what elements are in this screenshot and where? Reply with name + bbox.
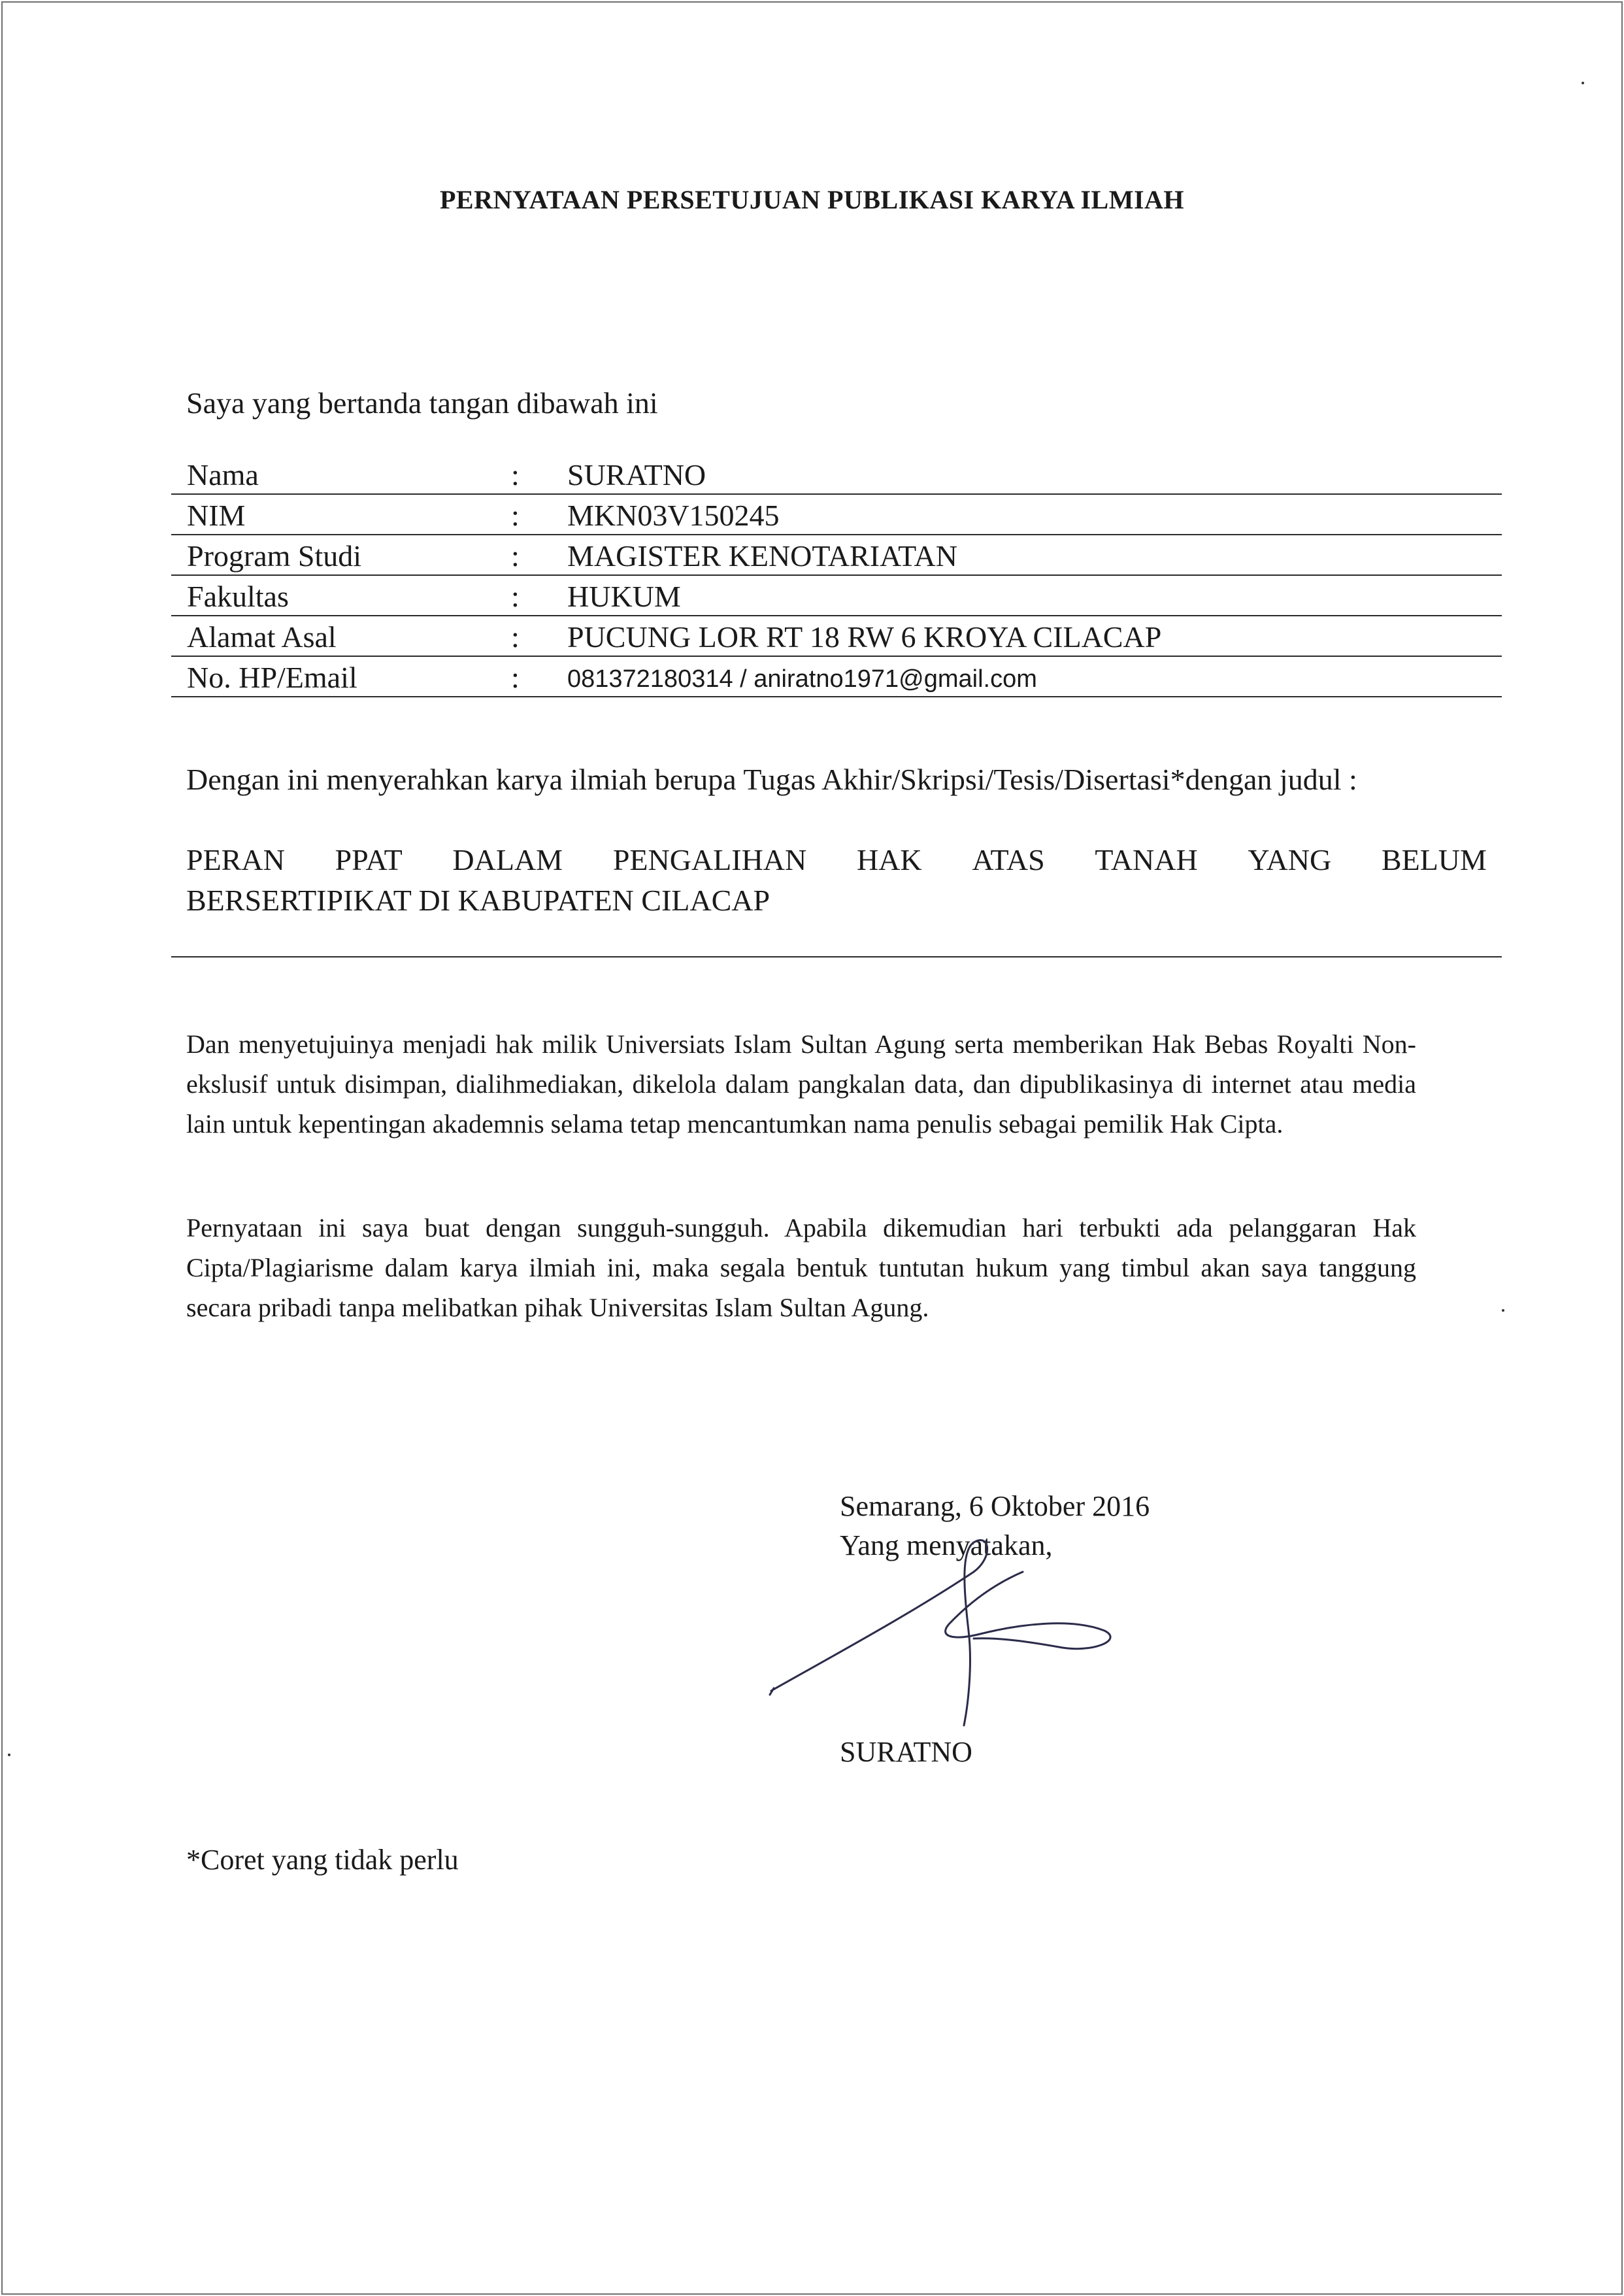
identity-row-nim <box>171 495 1502 535</box>
identity-separator: : <box>511 499 520 532</box>
identity-separator: : <box>511 580 520 613</box>
identity-row-hp-email <box>171 657 1502 697</box>
identity-separator: : <box>511 620 520 654</box>
submission-line: Dengan ini menyerahkan karya ilmiah berupa Tugas Akhir/Skripsi/Tesis/Disertasi*dengan judul : <box>186 763 1357 796</box>
thesis-title-word: BELUM <box>1381 843 1487 876</box>
identity-label: Fakultas <box>187 580 289 613</box>
thesis-title-word: PERAN <box>186 843 285 876</box>
page-border <box>1 1 1623 2295</box>
signatory-name: SURATNO <box>840 1736 972 1768</box>
identity-value: MAGISTER KENOTARIATAN <box>567 539 957 573</box>
thesis-title-word: PENGALIHAN <box>612 843 807 876</box>
identity-row-fakultas <box>171 576 1502 616</box>
scan-speck <box>8 1754 10 1756</box>
scan-speck <box>1502 1309 1504 1312</box>
thesis-title-word: HAK <box>856 843 922 876</box>
identity-value: PUCUNG LOR RT 18 RW 6 KROYA CILACAP <box>567 620 1162 654</box>
thesis-title-rule <box>171 956 1502 957</box>
thesis-title-word: YANG <box>1248 843 1332 876</box>
thesis-title-word: ATAS <box>972 843 1045 876</box>
identity-label: Nama <box>187 458 259 491</box>
scan-speck <box>1582 82 1584 84</box>
identity-label: Program Studi <box>187 539 362 573</box>
thesis-title <box>186 840 1487 921</box>
identity-row-alamat-asal <box>171 616 1502 657</box>
thesis-title-word: DALAM <box>452 843 563 876</box>
thesis-title-line-2: BERSERTIPIKAT DI KABUPATEN CILACAP <box>186 884 771 917</box>
identity-label: Alamat Asal <box>187 620 337 654</box>
consent-paragraph: Dan menyetujuinya menjadi hak milik Universiats Islam Sultan Agung serta memberikan Hak Bebas Royalti Non-ekslusif untuk disimpan, dialihmediakan, dikelola dalam pangkalan data, dan dipublikasinya di internet atau media lain untuk kepentingan akademnis selama tetap mencantumkan nama penulis sebagai pemilik Hak Cipta. <box>186 1029 1416 1139</box>
document-title: PERNYATAAN PERSETUJUAN PUBLIKASI KARYA ILMIAH <box>439 185 1185 214</box>
identity-value: MKN03V150245 <box>567 499 780 532</box>
identity-label: NIM <box>187 499 246 532</box>
footnote: *Coret yang tidak perlu <box>186 1844 459 1876</box>
handwritten-signature <box>765 1520 1118 1729</box>
identity-value: SURATNO <box>567 458 706 491</box>
intro-text: Saya yang bertanda tangan dibawah ini <box>186 386 658 420</box>
thesis-title-word: PPAT <box>335 843 403 876</box>
identity-table <box>171 454 1502 697</box>
identity-value: HUKUM <box>567 580 681 613</box>
identity-row-nama <box>171 454 1502 495</box>
identity-value: 081372180314 / aniratno1971@gmail.com <box>567 665 1037 693</box>
stated-by: Yang menyatakan, <box>840 1529 1053 1561</box>
identity-row-program-studi <box>171 535 1502 576</box>
declaration-paragraph: Pernyataan ini saya buat dengan sungguh-sungguh. Apabila dikemudian hari terbukti ada pelanggaran Hak Cipta/Plagiarisme dalam karya ilmiah ini, maka segala bentuk tuntutan hukum yang timbul akan saya tanggung secara pribadi tanpa melibatkan pihak Universitas Islam Sultan Agung. <box>186 1213 1416 1322</box>
thesis-title-line-1 <box>186 840 1487 880</box>
place-date: Semarang, 6 Oktober 2016 <box>840 1490 1150 1522</box>
identity-label: No. HP/Email <box>187 661 357 694</box>
identity-separator: : <box>511 458 520 491</box>
thesis-title-word: TANAH <box>1095 843 1198 876</box>
identity-separator: : <box>511 661 520 694</box>
identity-separator: : <box>511 539 520 573</box>
